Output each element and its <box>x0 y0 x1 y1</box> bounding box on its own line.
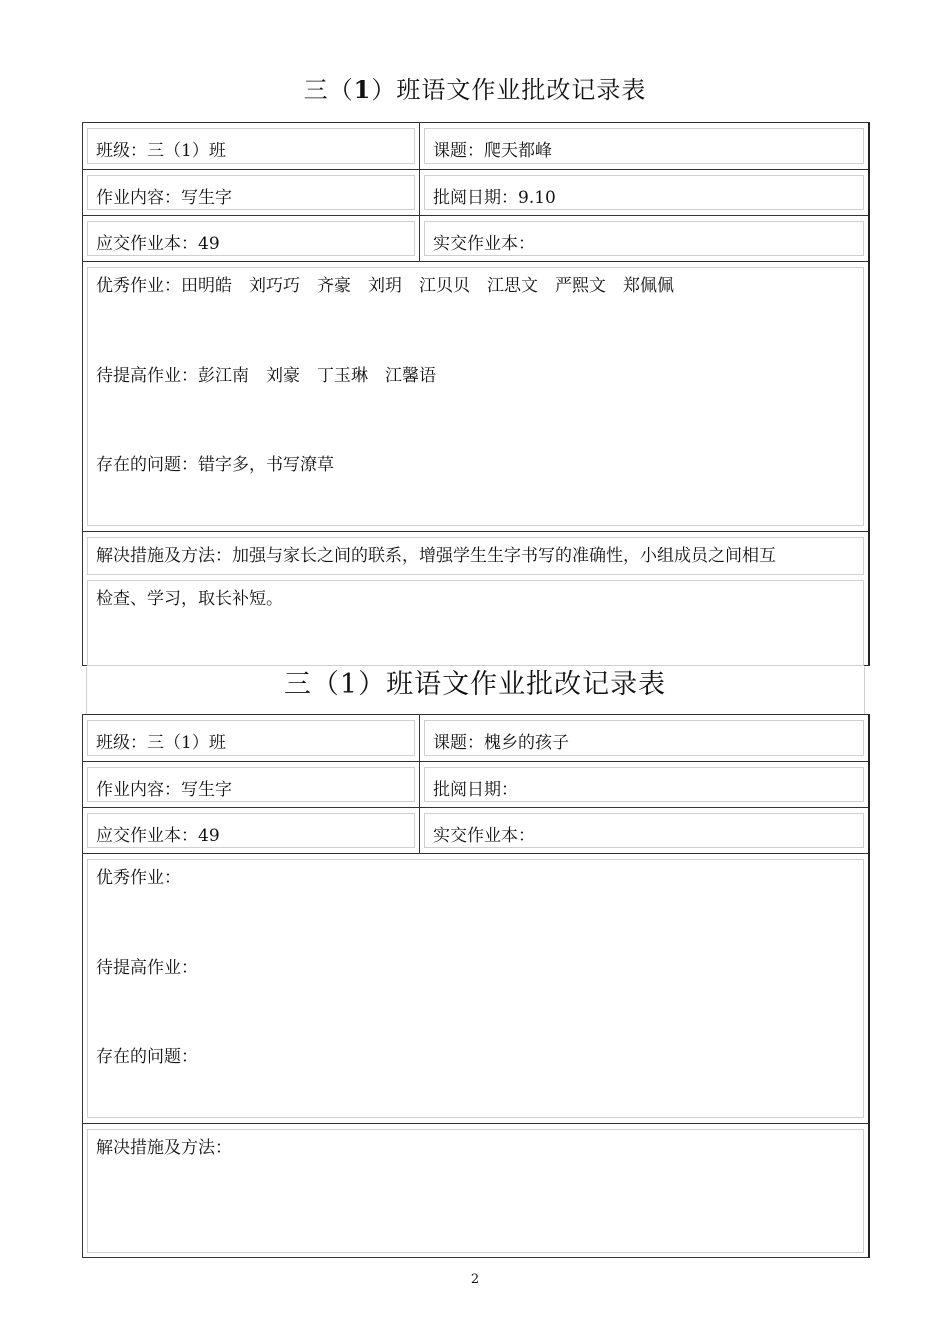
table-row <box>83 531 868 666</box>
page-title <box>0 70 950 105</box>
due-text: 应交作业本：49 <box>96 234 220 254</box>
table-row <box>83 261 868 531</box>
content-cell <box>83 170 420 215</box>
evaluation-cell <box>83 262 868 531</box>
date-text: 批阅日期：9.10 <box>433 188 556 208</box>
improve-text: 待提高作业：彭江南 刘豪 丁玉琳 江馨语 <box>96 366 436 386</box>
title-prefix: 三（ <box>303 76 354 104</box>
date-cell <box>420 762 868 807</box>
due-text: 应交作业本：49 <box>96 826 220 846</box>
measures-cell <box>83 532 868 666</box>
evaluation-cell <box>83 854 868 1123</box>
topic-text: 课题：爬天都峰 <box>433 141 552 161</box>
table-row <box>83 1123 868 1258</box>
topic-cell <box>420 123 868 169</box>
title-number: 1 <box>353 75 372 104</box>
content-text: 作业内容：写生字 <box>96 188 232 208</box>
due-cell <box>83 808 420 853</box>
record-table-2 <box>82 714 870 1258</box>
table-row <box>83 215 868 261</box>
submitted-text: 实交作业本： <box>433 826 535 846</box>
table-row <box>83 123 868 169</box>
topic-cell <box>420 715 868 761</box>
topic-text: 课题：槐乡的孩子 <box>433 733 569 753</box>
measures-text: 解决措施及方法： <box>96 1138 232 1158</box>
table-row <box>83 853 868 1123</box>
submitted-text: 实交作业本： <box>433 234 535 254</box>
improve-text: 待提高作业： <box>96 958 198 978</box>
class-text: 班级：三（1）班 <box>96 141 226 161</box>
submitted-cell <box>420 808 868 853</box>
measures-cell <box>83 1124 868 1258</box>
content-cell <box>83 762 420 807</box>
table-row <box>83 169 868 215</box>
measures-text-continued: 检查、学习，取长补短。 <box>96 589 283 609</box>
class-text: 班级：三（1）班 <box>96 733 226 753</box>
problems-text: 存在的问题：错字多，书写潦草 <box>96 455 334 475</box>
submitted-cell <box>420 216 868 261</box>
due-cell <box>83 216 420 261</box>
date-text: 批阅日期： <box>433 780 518 800</box>
table-row <box>83 715 868 761</box>
class-cell <box>83 123 420 169</box>
page-title: 三（1）班语文作业批改记录表 <box>283 669 667 700</box>
record-table-1 <box>82 122 870 666</box>
page-number: 2 <box>470 1272 480 1287</box>
class-cell <box>83 715 420 761</box>
title-suffix: ）班语文作业批改记录表 <box>371 76 647 104</box>
date-cell <box>420 170 868 215</box>
problems-text: 存在的问题： <box>96 1047 198 1067</box>
content-text: 作业内容：写生字 <box>96 780 232 800</box>
table-row <box>83 761 868 807</box>
excellent-text: 优秀作业：田明皓 刘巧巧 齐豪 刘玥 江贝贝 江思文 严熙文 郑佩佩 <box>96 276 674 296</box>
measures-text: 解决措施及方法：加强与家长之间的联系，增强学生生字书写的准确性，小组成员之间相互 <box>96 546 776 566</box>
table-row <box>83 807 868 853</box>
excellent-text: 优秀作业： <box>96 868 181 888</box>
